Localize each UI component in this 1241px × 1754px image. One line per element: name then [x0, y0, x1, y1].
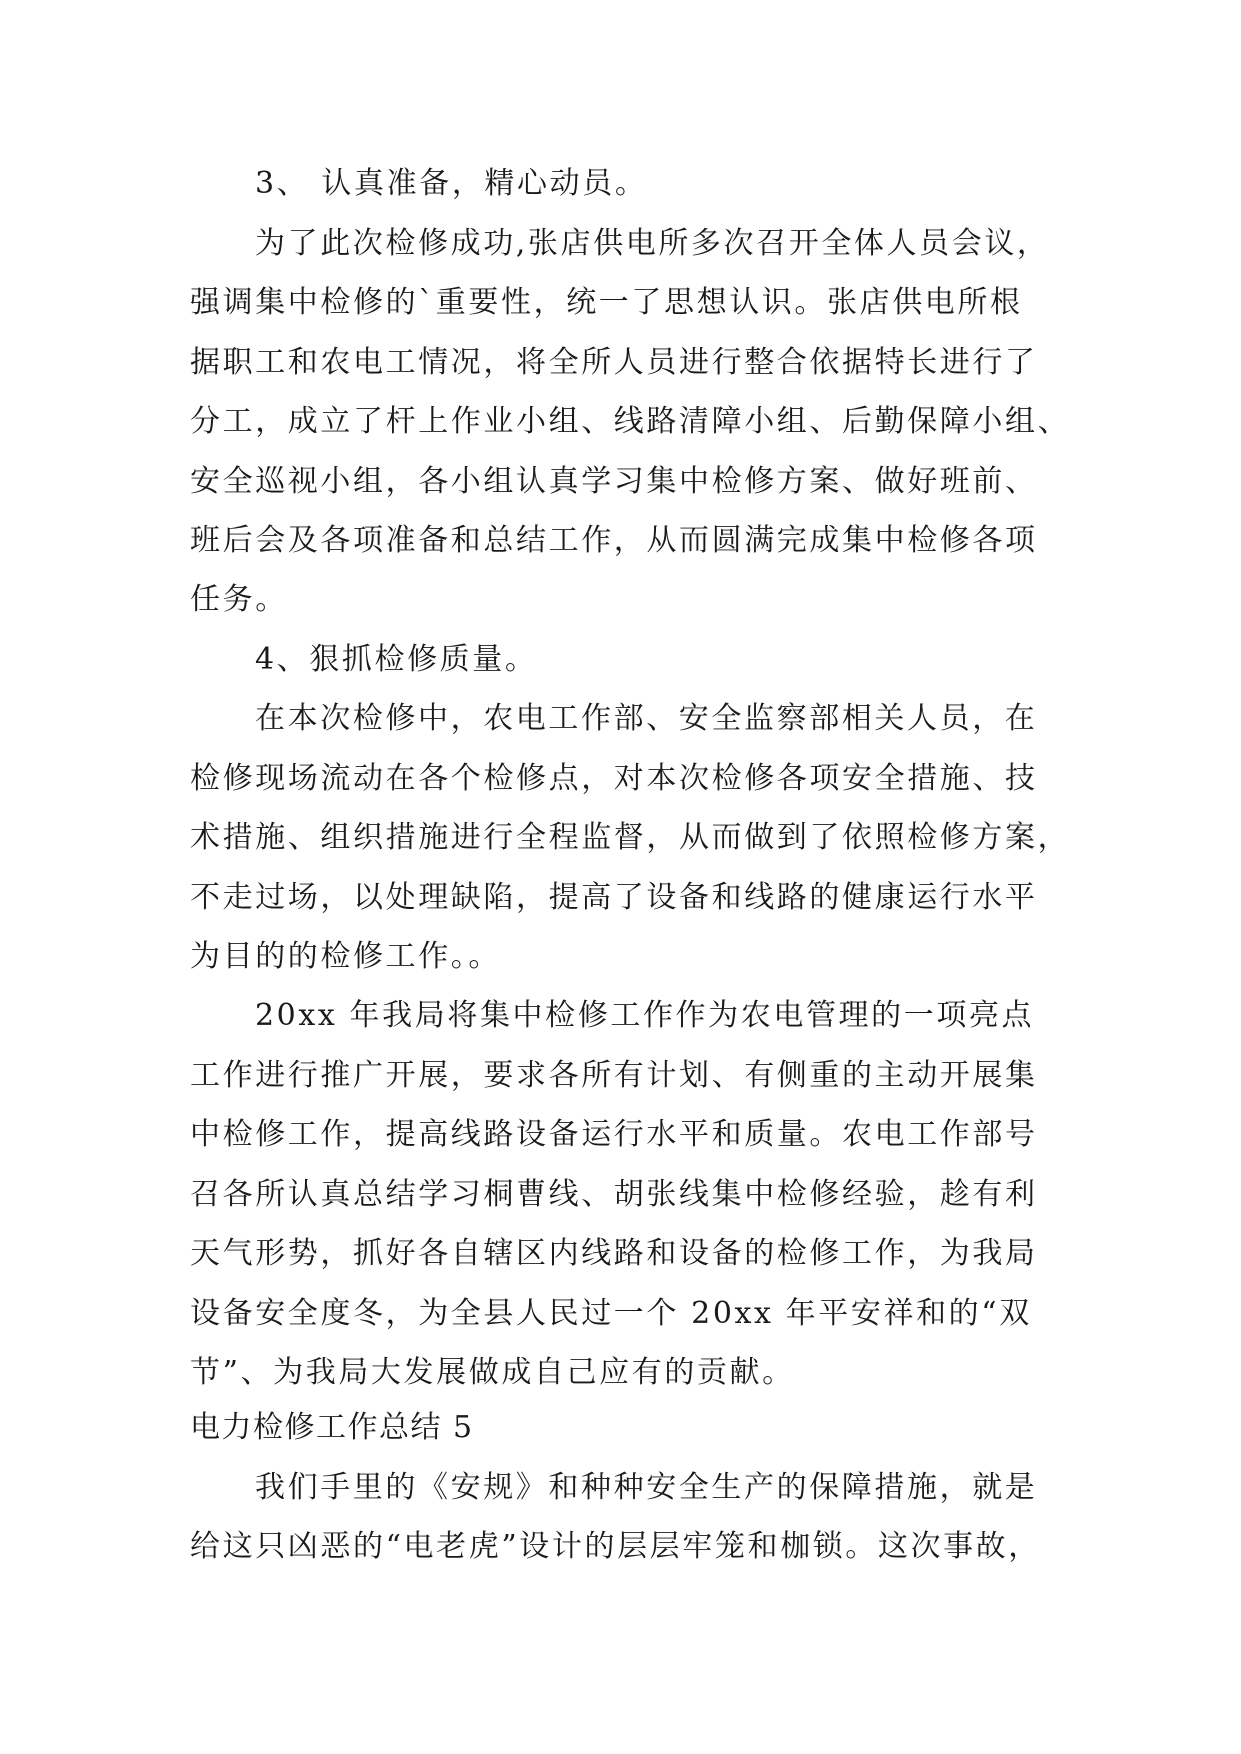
- paragraph-line: 不走过场，以处理缺陷，提高了设备和线路的健康运行水平: [190, 880, 1038, 915]
- paragraph-line: 检修现场流动在各个检修点，对本次检修各项安全措施、技: [190, 761, 1038, 796]
- item-4-heading: 4、狠抓检修质量。: [255, 642, 538, 677]
- paragraph-line: 班后会及各项准备和总结工作，从而圆满完成集中检修各项: [190, 523, 1038, 558]
- paragraph-line: 天气形势，抓好各自辖区内线路和设备的检修工作，为我局: [190, 1236, 1038, 1271]
- paragraph-line: 为目的的检修工作。。: [190, 939, 501, 974]
- paragraph-line: 据职工和农电工情况，将全所人员进行整合依据特长进行了: [190, 345, 1038, 380]
- paragraph-line: 召各所认真总结学习桐曹线、胡张线集中检修经验，趁有利: [190, 1177, 1038, 1212]
- paragraph-line: 设备安全度冬，为全县人民过一个 20xx 年平安祥和的“双: [190, 1296, 1032, 1331]
- paragraph-line: 给这只凶恶的“电老虎”设计的层层牢笼和枷锁。这次事故，: [190, 1529, 1041, 1564]
- paragraph-line: 节”、为我局大发展做成自己应有的贡献。: [190, 1355, 795, 1390]
- paragraph-line: 在本次检修中，农电工作部、安全监察部相关人员，在: [255, 701, 1038, 736]
- paragraph-line: 强调集中检修的`重要性，统一了思想认识。张店供电所根: [190, 285, 1023, 320]
- item-3-heading: 3、 认真准备，精心动员。: [255, 166, 648, 201]
- paragraph-line: 20xx 年我局将集中检修工作作为农电管理的一项亮点: [255, 998, 1035, 1033]
- section-title: 电力检修工作总结 5: [190, 1410, 474, 1445]
- paragraph-line: 术措施、组织措施进行全程监督，从而做到了依照检修方案，: [190, 820, 1070, 855]
- paragraph-line: 我们手里的《安规》和种种安全生产的保障措施，就是: [255, 1470, 1038, 1505]
- paragraph-line: 任务。: [190, 582, 288, 617]
- paragraph-line: 分工，成立了杆上作业小组、线路清障小组、后勤保障小组、: [190, 404, 1070, 439]
- paragraph-line: 中检修工作，提高线路设备运行水平和质量。农电工作部号: [190, 1117, 1038, 1152]
- paragraph-line: 工作进行推广开展，要求各所有计划、有侧重的主动开展集: [190, 1058, 1038, 1093]
- paragraph-line: 为了此次检修成功,张店供电所多次召开全体人员会议，: [255, 226, 1050, 261]
- paragraph-line: 安全巡视小组，各小组认真学习集中检修方案、做好班前、: [190, 464, 1038, 499]
